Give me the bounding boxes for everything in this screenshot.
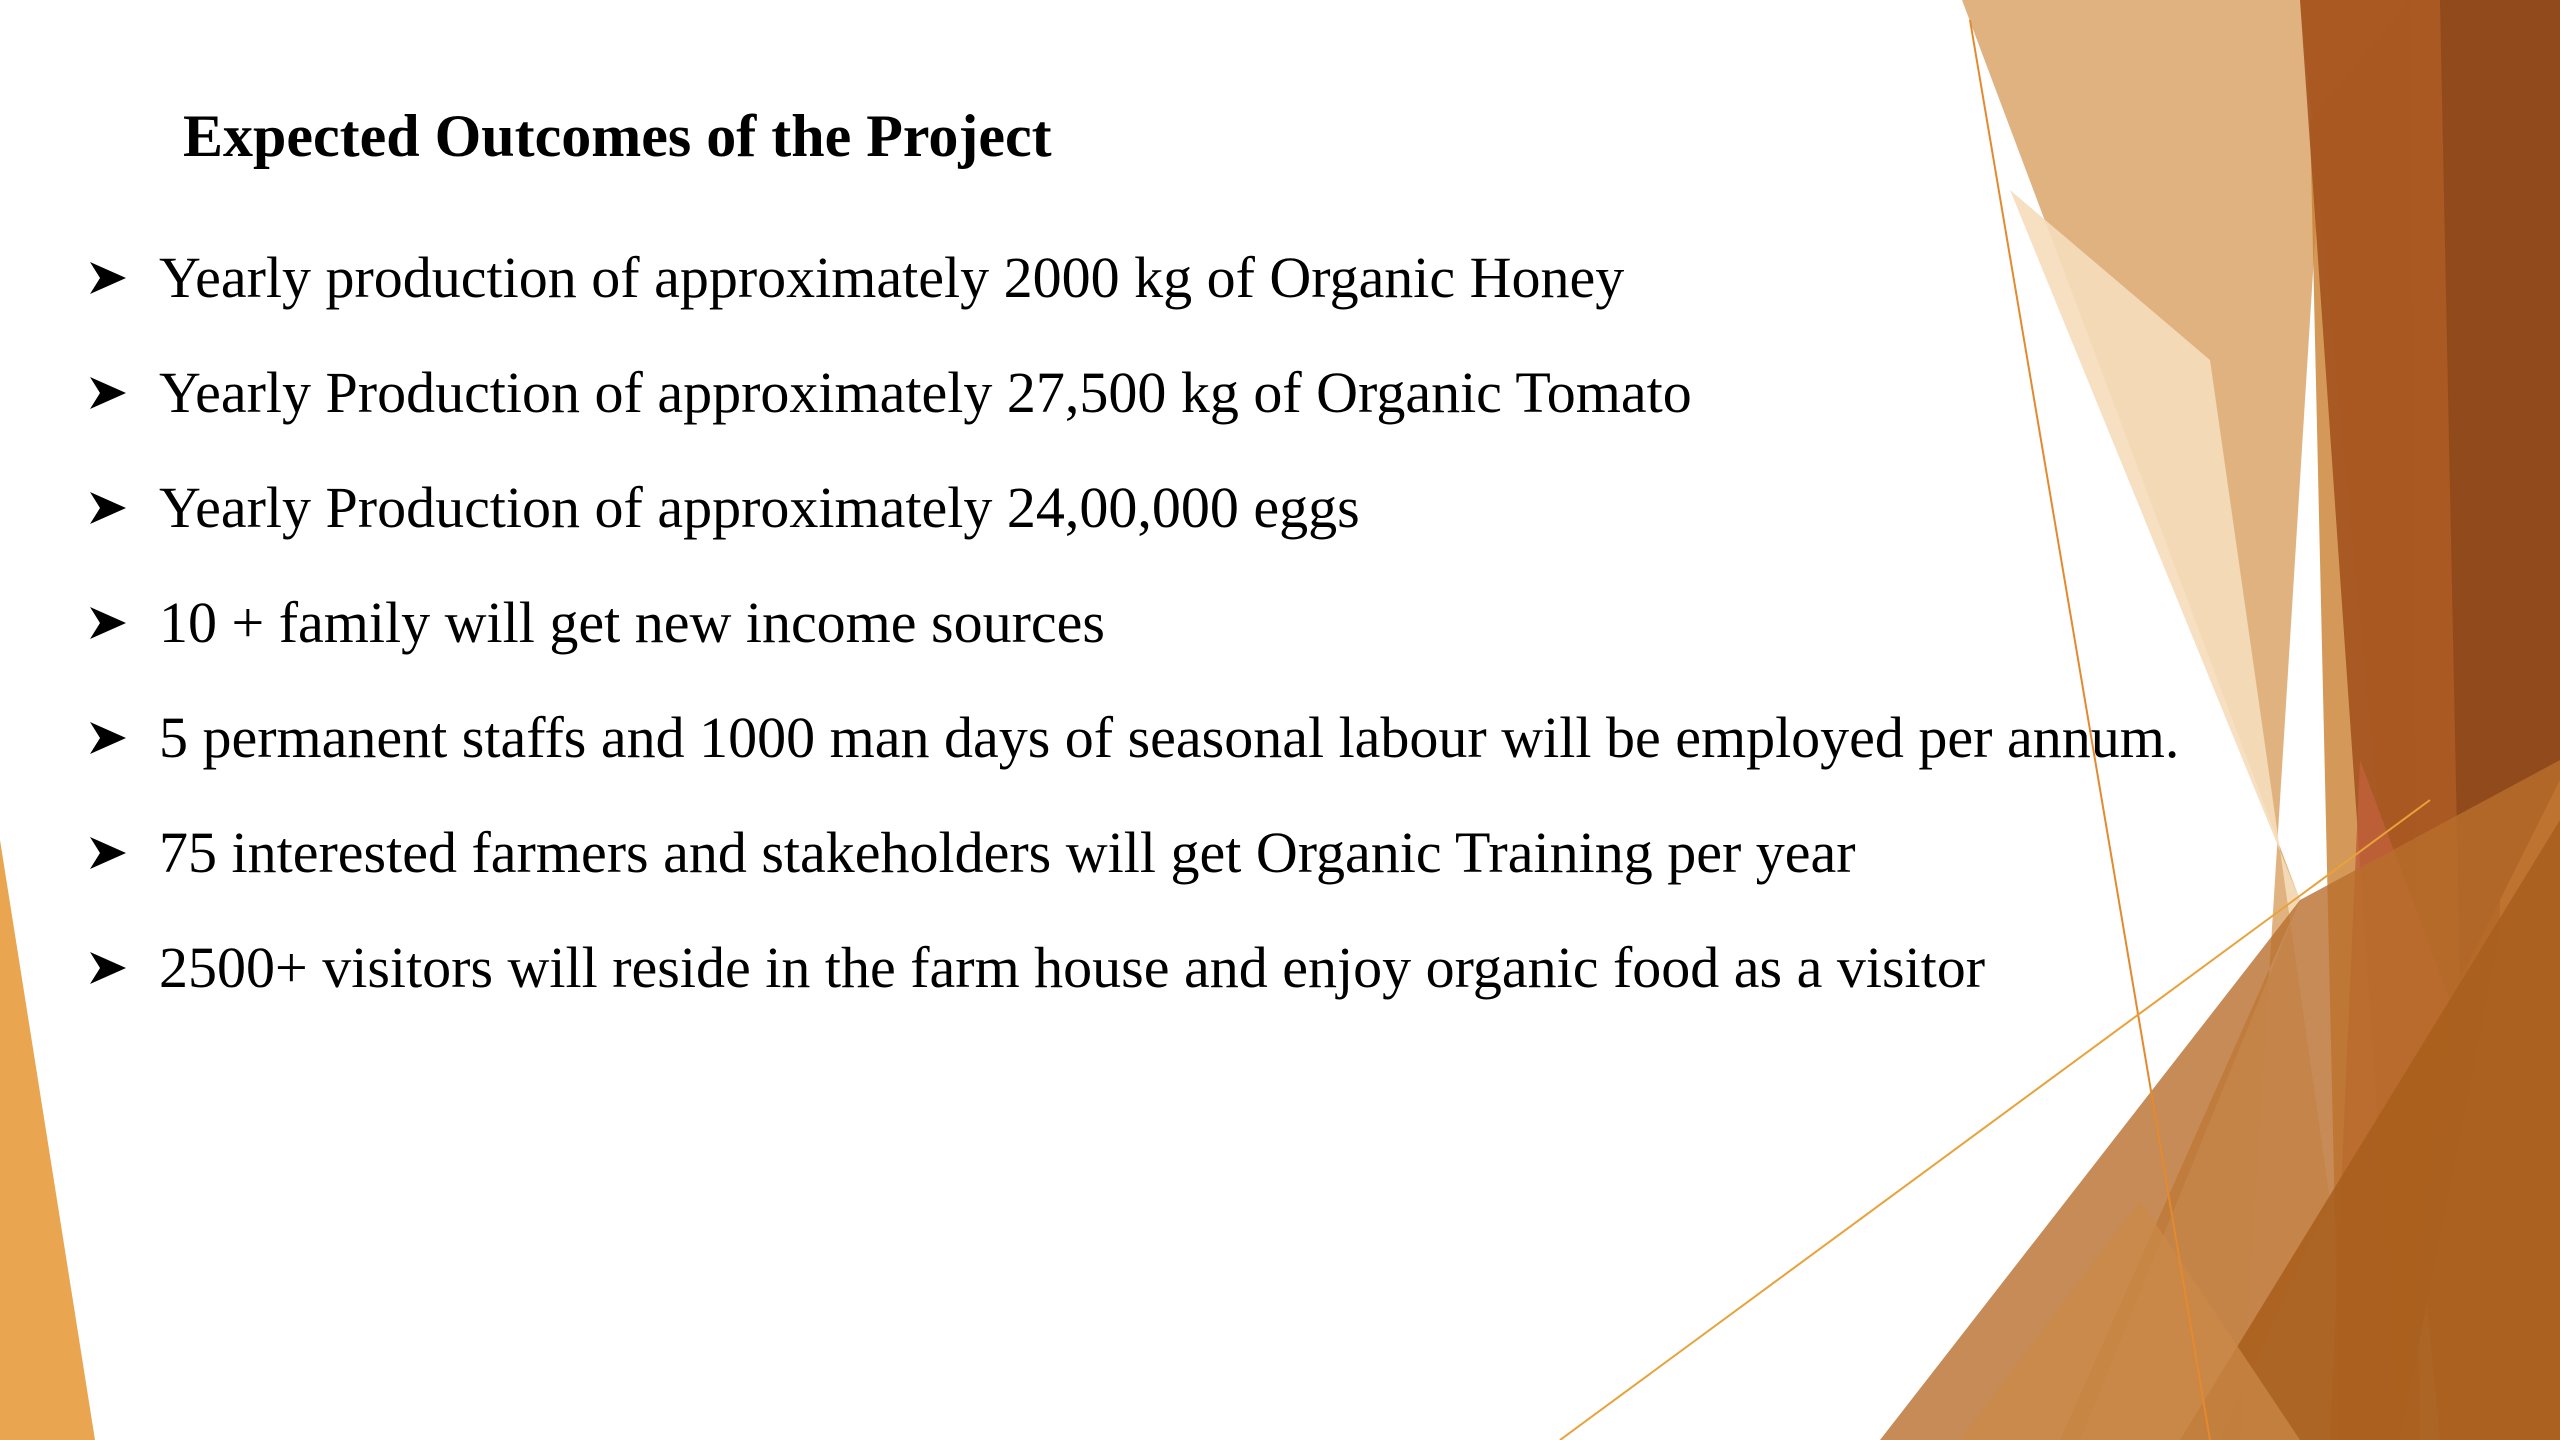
arrowhead-bullet-icon — [88, 835, 128, 871]
bullet-text: Yearly production of approximately 2000 kg of Organic Honey — [159, 245, 1625, 310]
bullet-text: Yearly Production of approximately 24,00,000 eggs — [159, 475, 1360, 540]
arrowhead-bullet-icon — [88, 260, 128, 296]
list-item — [88, 220, 2248, 335]
arrowhead-bullet-icon — [88, 720, 128, 756]
list-item — [88, 450, 2248, 565]
list-item — [88, 565, 2248, 680]
bullet-text: 2500+ visitors will reside in the farm house and enjoy organic food as a visitor — [159, 935, 1986, 1000]
bullet-text: 10 + family will get new income sources — [159, 590, 1105, 655]
arrowhead-bullet-icon — [88, 950, 128, 986]
bullet-text: 5 permanent staffs and 1000 man days of seasonal labour will be employed per annum. — [159, 705, 2180, 770]
arrowhead-bullet-icon — [88, 375, 128, 411]
arrowhead-bullet-icon — [88, 490, 128, 526]
bullet-text: Yearly Production of approximately 27,500 kg of Organic Tomato — [159, 360, 1692, 425]
outcomes-list — [88, 220, 2248, 1025]
list-item — [88, 910, 2248, 1025]
slide-title: Expected Outcomes of the Project — [183, 103, 1052, 169]
list-item — [88, 795, 2248, 910]
arrowhead-bullet-icon — [88, 605, 128, 641]
list-item — [88, 680, 2239, 795]
left-orange-sliver — [0, 840, 95, 1440]
list-item — [88, 335, 2248, 450]
bullet-text: 75 interested farmers and stakeholders will get Organic Training per year — [159, 820, 1856, 885]
